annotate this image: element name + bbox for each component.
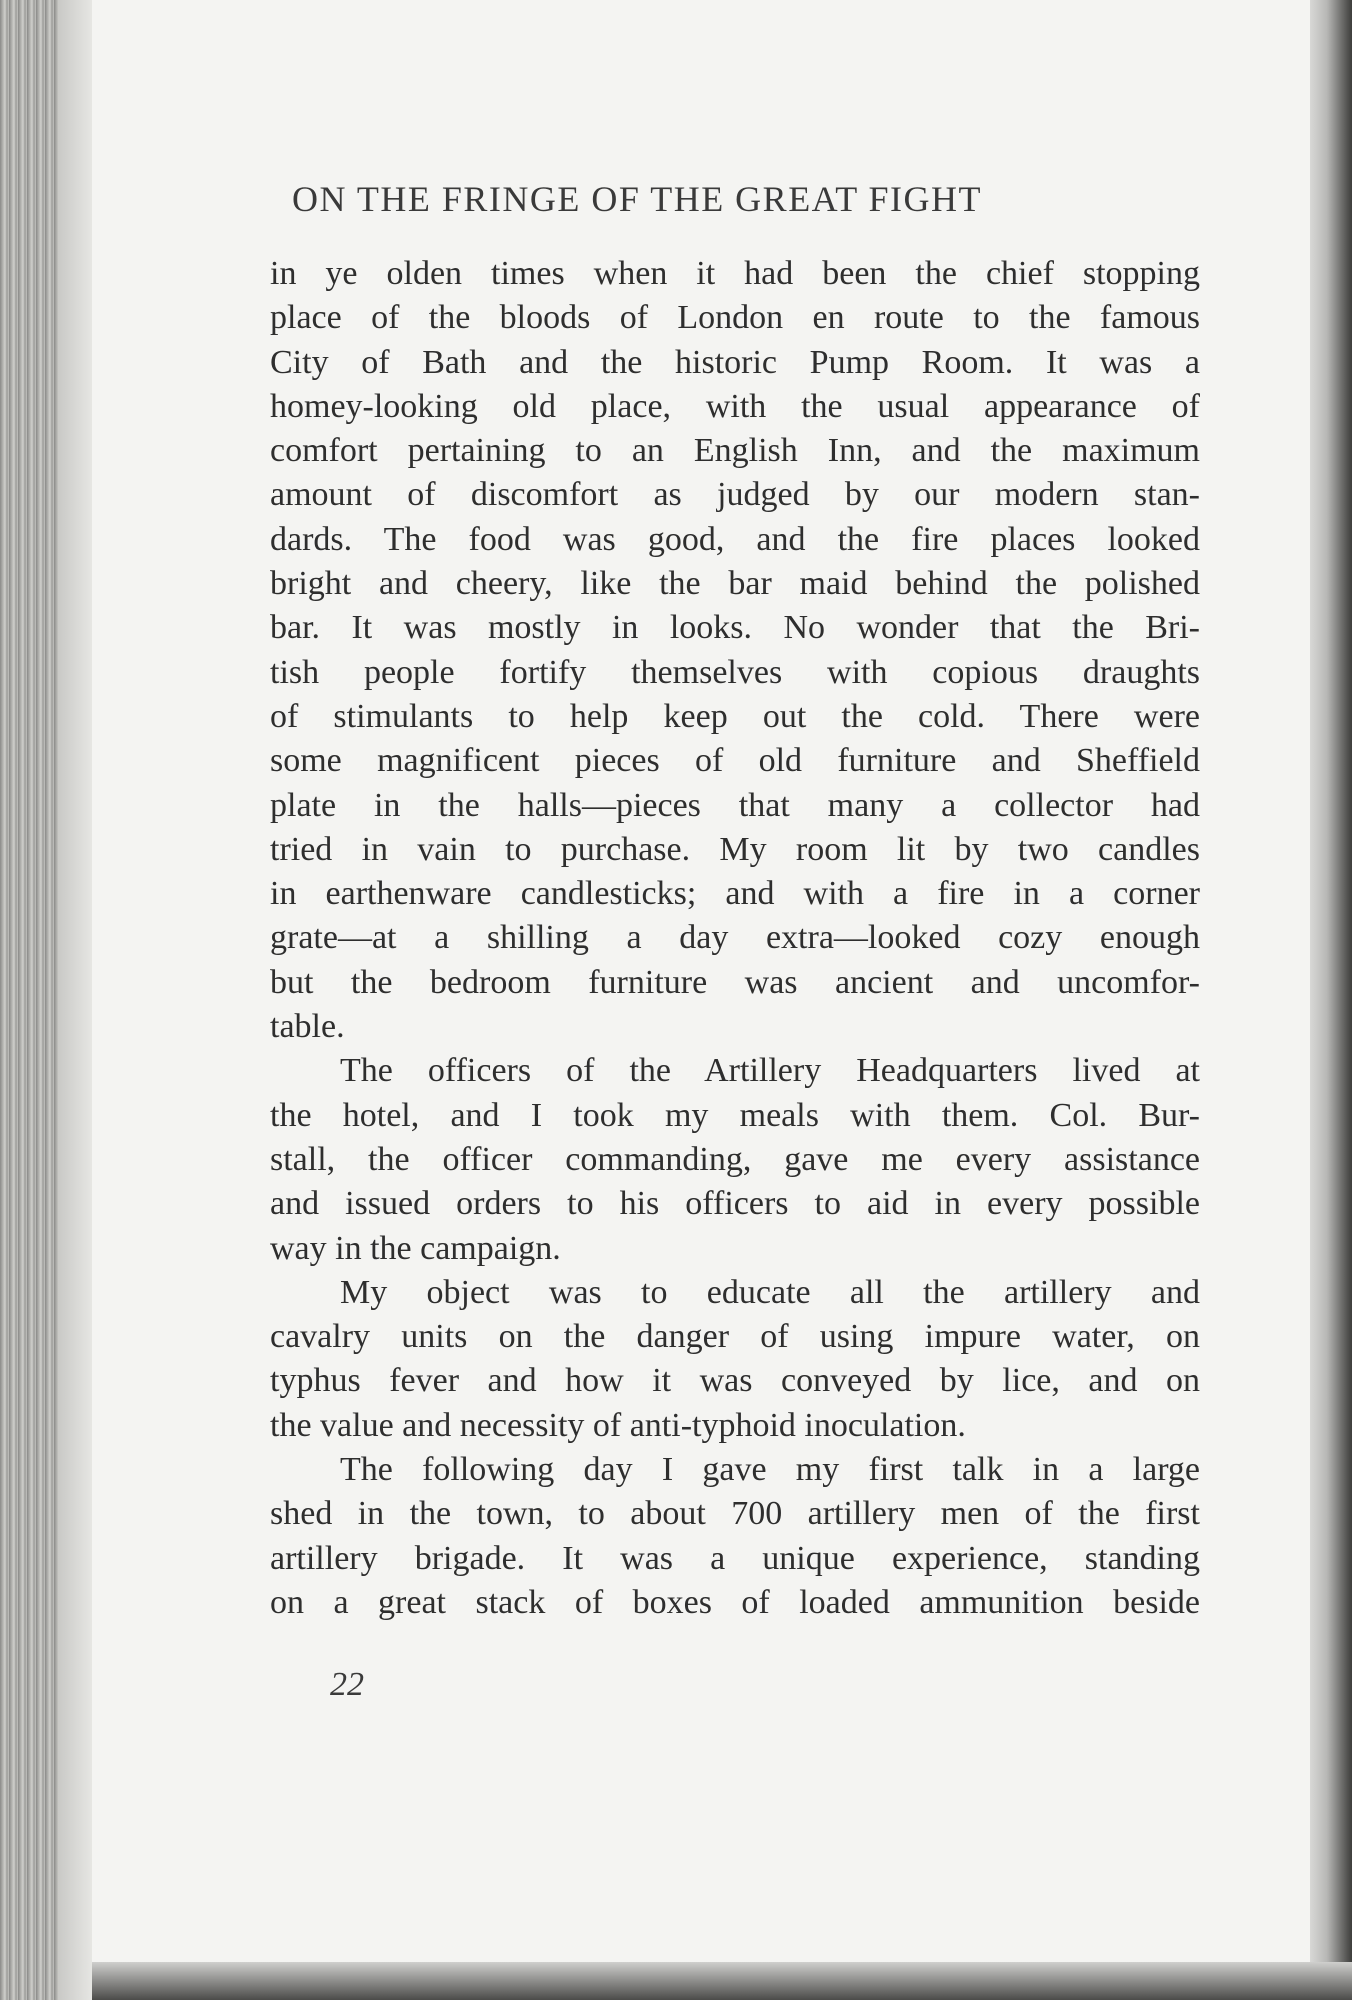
text-line: but the bedroom furniture was ancient and uncomfor- — [270, 963, 1200, 1001]
paragraph-1 — [270, 252, 1200, 1049]
book-gutter — [58, 0, 92, 2000]
text-line: The following day I gave my first talk in a large — [340, 1451, 1200, 1489]
text-line: My object was to educate all the artillery and — [340, 1273, 1200, 1311]
text-line: stall, the officer commanding, gave me every assistance — [270, 1140, 1200, 1178]
bottom-scan-shadow — [92, 1962, 1352, 2000]
book-page-edges — [0, 0, 92, 2000]
text-line: bar. It was mostly in looks. No wonder that the Bri- — [270, 609, 1200, 647]
text-line: artillery brigade. It was a unique experience, standing — [270, 1539, 1200, 1577]
text-line: City of Bath and the historic Pump Room. It was a — [270, 343, 1200, 381]
page-number: 22 — [330, 1666, 364, 1703]
text-line: amount of discomfort as judged by our modern stan- — [270, 476, 1200, 514]
text-line: tried in vain to purchase. My room lit by two candles — [270, 830, 1200, 868]
text-line: comfort pertaining to an English Inn, and the maximum — [270, 432, 1200, 470]
text-line: and issued orders to his officers to aid in every possible — [270, 1185, 1200, 1223]
text-line: tish people fortify themselves with copious draughts — [270, 653, 1200, 691]
text-line: of stimulants to help keep out the cold. There were — [270, 697, 1200, 735]
text-line: in earthenware candlesticks; and with a fire in a corner — [270, 875, 1200, 913]
text-line: in ye olden times when it had been the chief stopping — [270, 255, 1200, 292]
text-line: homey-looking old place, with the usual appearance of — [270, 387, 1200, 425]
text-line: typhus fever and how it was conveyed by lice, and on — [270, 1362, 1200, 1400]
text-line: the value and necessity of anti-typhoid inoculation. — [270, 1406, 966, 1444]
text-line: table. — [270, 1008, 345, 1046]
text-line: shed in the town, to about 700 artillery men of the first — [270, 1495, 1200, 1533]
text-line: way in the campaign. — [270, 1229, 561, 1267]
text-line: cavalry units on the danger of using impure water, on — [270, 1318, 1200, 1356]
running-head-title: ON THE FRINGE OF THE GREAT FIGHT — [292, 179, 983, 219]
text-line: on a great stack of boxes of loaded ammunition beside — [270, 1583, 1200, 1621]
text-line: grate—at a shilling a day extra—looked cozy enough — [270, 919, 1200, 957]
text-line: some magnificent pieces of old furniture and Sheffield — [270, 742, 1200, 780]
paragraph-2 — [270, 1049, 1200, 1270]
paragraph-3 — [270, 1271, 1200, 1448]
text-line: bright and cheery, like the bar maid behind the polished — [270, 565, 1200, 603]
paragraph-4 — [270, 1448, 1200, 1625]
text-line: dards. The food was good, and the fire places looked — [270, 520, 1200, 558]
text-line: the hotel, and I took my meals with them. Col. Bur- — [270, 1096, 1200, 1134]
text-line: plate in the halls—pieces that many a collector had — [270, 786, 1200, 824]
text-line: place of the bloods of London en route to the famous — [270, 299, 1200, 337]
text-line: The officers of the Artillery Headquarters lived at — [340, 1052, 1200, 1090]
body-text — [270, 252, 1200, 1625]
right-scan-shadow — [1310, 0, 1352, 2000]
